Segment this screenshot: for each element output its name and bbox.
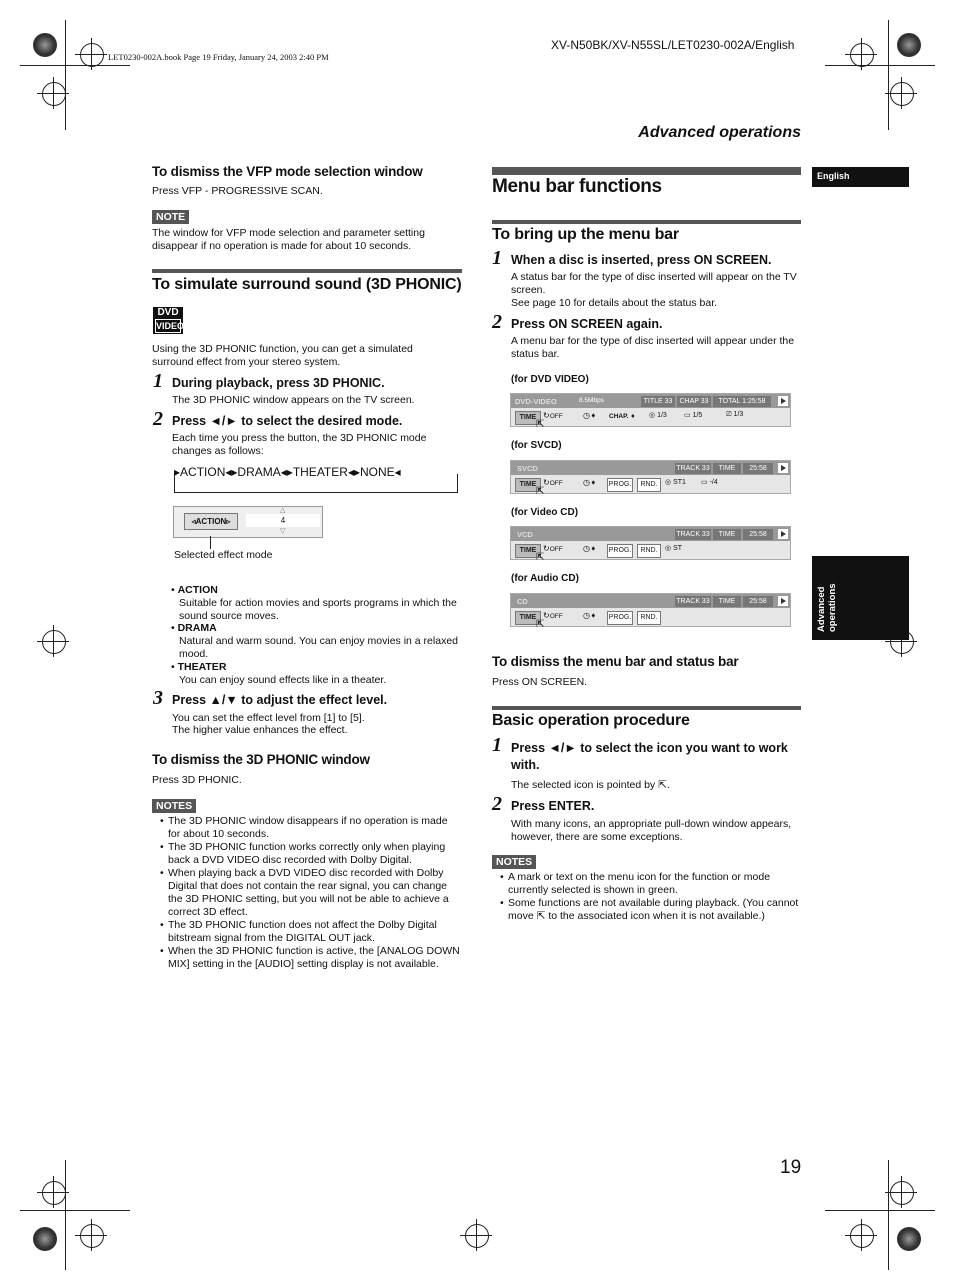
- pointer-icon: ⇱: [536, 619, 545, 630]
- registration-dot: [33, 1227, 57, 1251]
- time-button[interactable]: TIME: [515, 611, 541, 625]
- bring-heading: To bring up the menu bar: [492, 226, 679, 243]
- dismiss-text: Press 3D PHONIC.: [152, 774, 242, 786]
- step-text: With many icons, an appropriate pull-down window appears, however, there are some exceptions.: [511, 818, 792, 843]
- registration-dot: [897, 1227, 921, 1251]
- mode-item: • ACTION: [171, 584, 218, 596]
- note-item: • The 3D PHONIC window disappears if no operation is made for about 10 seconds.: [168, 815, 462, 841]
- crosshair-mark: [42, 1181, 66, 1205]
- mode-none: NONE: [359, 465, 395, 479]
- crop-line: [65, 20, 66, 130]
- notes-list: [500, 871, 802, 923]
- bar-caption: (for Video CD): [511, 507, 579, 518]
- pointer-icon: ⇱: [658, 779, 667, 791]
- dvd-menu-bar: [510, 393, 791, 427]
- registration-dot: [33, 33, 57, 57]
- random-button[interactable]: RND.: [637, 611, 661, 625]
- vcd-menu-bar: [510, 526, 791, 560]
- crop-line: [825, 1210, 935, 1211]
- file-info: LET0230-002A.book Page 19 Friday, January 24, 2003 2:40 PM: [108, 52, 329, 62]
- bar-caption: (for Audio CD): [511, 573, 579, 584]
- time-cell: TIME: [713, 529, 741, 540]
- intro-text: Using the 3D PHONIC function, you can get a simulated surround effect from your stereo system.: [152, 343, 413, 368]
- audio-icon[interactable]: ◎ 1/3: [649, 412, 667, 419]
- pointer-icon: ⇱: [536, 552, 545, 563]
- step-title: Press ◄/► to select the desired mode.: [172, 414, 403, 428]
- mode-cycle-diagram: ▸ACTION◂▸DRAMA◂▸THEATER◂▸NONE◂: [174, 465, 458, 493]
- level-up-icon: △: [280, 507, 286, 514]
- mode-item: • DRAMA: [171, 622, 217, 635]
- crosshair-mark: [890, 82, 914, 106]
- crosshair-mark: [850, 1224, 874, 1248]
- step-text: A menu bar for the type of disc inserted will appear under the status bar.: [511, 335, 795, 360]
- menu-bar-title: Menu bar functions: [492, 176, 662, 197]
- language-tab: English: [812, 167, 909, 187]
- dismiss-menu-heading: To dismiss the menu bar and status bar: [492, 654, 739, 669]
- clock-icon[interactable]: ◷➧: [583, 478, 597, 487]
- play-icon: [778, 529, 788, 539]
- subtitle-icon[interactable]: ▭ 1/5: [684, 412, 703, 419]
- dismiss-menu-text: Press ON SCREEN.: [492, 676, 588, 688]
- chap-cell: CHAP 33: [677, 396, 711, 407]
- time-button[interactable]: TIME: [515, 411, 541, 425]
- step-title: Press ON SCREEN again.: [511, 317, 663, 331]
- crosshair-mark: [80, 43, 104, 67]
- step-number: 1: [492, 734, 502, 756]
- play-icon: [778, 596, 788, 606]
- time-cell: TIME: [713, 463, 741, 474]
- section-rule: [492, 220, 801, 224]
- crop-line: [888, 1160, 889, 1270]
- crosshair-mark: [42, 630, 66, 654]
- step-text: The selected icon is pointed by ⇱.: [511, 779, 670, 791]
- note-badge: NOTE: [152, 210, 189, 224]
- step-number: 3: [153, 687, 163, 709]
- crop-line: [825, 65, 935, 66]
- svcd-menu-bar: [510, 460, 791, 494]
- play-icon: [778, 396, 788, 406]
- note-item: • When playing back a DVD VIDEO disc recorded with Dolby Digital that does not contain the rear signal, you can change the 3D PHONIC setting, but you will not be able to achieve a correct 3D effect.: [168, 867, 462, 919]
- crop-line: [20, 1210, 130, 1211]
- step-title: Press ◄/► to select the icon you want to work with.: [511, 741, 788, 772]
- pointer-icon: ⇱: [536, 486, 545, 497]
- step-number: 2: [492, 793, 502, 815]
- section-title: Advanced operations: [638, 124, 801, 141]
- title-cell: TITLE 33: [641, 396, 675, 407]
- window-caption: Selected effect mode: [174, 549, 273, 561]
- dvd-video-logo: DVD VIDEO: [153, 307, 183, 334]
- repeat-icon[interactable]: ↻OFF: [543, 478, 563, 487]
- clock-icon[interactable]: ◷➧: [583, 544, 597, 553]
- mode-drama: DRAMA: [237, 465, 281, 479]
- step-text: The 3D PHONIC window appears on the TV screen.: [172, 394, 415, 406]
- audio-icon[interactable]: ◎ ST: [665, 545, 683, 552]
- step-number: 2: [153, 408, 163, 430]
- notes-badge: NOTES: [492, 855, 536, 869]
- step-text: You can set the effect level from [1] to [5].: [172, 712, 365, 724]
- bar-caption: (for DVD VIDEO): [511, 374, 589, 385]
- chapter-tab: Advanced operations: [812, 556, 909, 640]
- disc-type: DVD-VIDEO: [515, 397, 557, 406]
- program-button[interactable]: PROG.: [607, 478, 633, 492]
- title-rule: [492, 167, 801, 175]
- step-title: Press ▲/▼ to adjust the effect level.: [172, 693, 388, 707]
- mode-list: • ACTION Suitable for action movies and sports programs in which the sound source moves. • DRAMA Natural and warm sound. You can enjoy movies in a relaxed mood. • THEATER You can enjoy sound effects like in a theater.: [179, 584, 464, 686]
- note-text: The window for VFP mode selection and parameter setting disappear if no operation is made for about 10 seconds.: [152, 227, 425, 252]
- total-cell: TOTAL 1:25:58: [713, 396, 771, 407]
- step-text: The higher value enhances the effect.: [172, 724, 348, 736]
- step-text: See page 10 for details about the status bar.: [511, 297, 718, 309]
- basic-heading: Basic operation procedure: [492, 712, 690, 729]
- surround-heading: To simulate surround sound (3D PHONIC): [152, 276, 462, 293]
- crop-line: [20, 65, 130, 66]
- track-cell: TRACK 33: [676, 531, 710, 538]
- audio-icon[interactable]: ◎ ST1: [665, 479, 686, 486]
- crop-line: [888, 20, 889, 130]
- clock-icon[interactable]: ◷➧: [583, 411, 597, 420]
- note-item: • Some functions are not available during playback. (You cannot move ⇱ to the associated icon when it is not available.): [508, 897, 802, 923]
- level-down-icon: ▽: [280, 528, 286, 535]
- crosshair-mark: [850, 43, 874, 67]
- note-item: • The 3D PHONIC function does not affect the Dolby Digital bitstream signal from the DIGITAL OUT jack.: [168, 919, 462, 945]
- pointer-icon: ⇱: [536, 419, 545, 430]
- elapsed-cell: 25:58: [743, 596, 773, 607]
- vfp-heading: To dismiss the VFP mode selection window: [152, 164, 423, 179]
- time-button[interactable]: TIME: [515, 478, 541, 492]
- time-cell: TIME: [713, 596, 741, 607]
- phonic-level-value: 4: [280, 516, 286, 525]
- model-number: XV-N50BK/XV-N55SL/LET0230-002A/English: [551, 38, 795, 52]
- step-number: 2: [492, 311, 502, 333]
- repeat-icon[interactable]: ↻OFF: [543, 411, 563, 420]
- phonic-window: ◃ACTION▹ 4 △ ▽: [173, 506, 323, 538]
- section-rule: [152, 269, 462, 273]
- cd-menu-bar: [510, 593, 791, 627]
- step-title: Press ENTER.: [511, 799, 595, 813]
- step-number: 1: [492, 247, 502, 269]
- mode-theater: THEATER: [292, 465, 348, 479]
- repeat-icon[interactable]: ↻OFF: [543, 611, 563, 620]
- mode-item: • THEATER: [171, 660, 227, 673]
- mode-action: ACTION: [180, 465, 226, 479]
- note-item: • When the 3D PHONIC function is active, the [ANALOG DOWN MIX] setting in the [AUDIO] setting display is not available.: [168, 945, 462, 971]
- notes-badge: NOTES: [152, 799, 196, 813]
- chapter-button[interactable]: CHAP. ➧: [609, 413, 636, 420]
- crosshair-mark: [465, 1224, 489, 1248]
- bitrate: 8.5Mbps: [579, 397, 604, 404]
- page-number: 19: [780, 1157, 802, 1178]
- track-cell: TRACK 33: [676, 598, 710, 605]
- crosshair-mark: [42, 82, 66, 106]
- crosshair-mark: [80, 1224, 104, 1248]
- disc-type: VCD: [517, 530, 533, 539]
- repeat-icon[interactable]: ↻OFF: [543, 544, 563, 553]
- notes-list: [160, 815, 462, 971]
- step-title: When a disc is inserted, press ON SCREEN.: [511, 253, 772, 267]
- crosshair-mark: [890, 1181, 914, 1205]
- time-button[interactable]: TIME: [515, 544, 541, 558]
- subtitle-icon[interactable]: ▭ -/4: [701, 479, 718, 486]
- bar-caption: (for SVCD): [511, 440, 562, 451]
- pointer-icon: ⇱: [536, 910, 546, 922]
- step-text: Each time you press the button, the 3D PHONIC mode changes as follows:: [172, 432, 427, 457]
- disc-type: CD: [517, 597, 528, 606]
- phonic-mode-value: ACTION: [195, 517, 227, 526]
- angle-icon[interactable]: ⎚ 1/3: [726, 411, 744, 418]
- registration-dot: [897, 33, 921, 57]
- note-item: • A mark or text on the menu icon for the function or mode currently selected is shown in green.: [508, 871, 802, 897]
- random-button[interactable]: RND.: [637, 478, 661, 492]
- elapsed-cell: 25:58: [743, 463, 773, 474]
- program-button[interactable]: PROG.: [607, 544, 633, 558]
- step-text: A status bar for the type of disc inserted will appear on the TV screen.: [511, 271, 797, 296]
- note-item: • The 3D PHONIC function works correctly only when playing back a DVD VIDEO disc recorded with Dolby Digital.: [168, 841, 462, 867]
- disc-type: SVCD: [517, 464, 538, 473]
- random-button[interactable]: RND.: [637, 544, 661, 558]
- clock-icon[interactable]: ◷➧: [583, 611, 597, 620]
- step-title: During playback, press 3D PHONIC.: [172, 376, 385, 390]
- track-cell: TRACK 33: [676, 465, 710, 472]
- play-icon: [778, 463, 788, 473]
- section-rule: [492, 706, 801, 710]
- crop-line: [65, 1160, 66, 1270]
- program-button[interactable]: PROG.: [607, 611, 633, 625]
- dismiss-heading: To dismiss the 3D PHONIC window: [152, 752, 370, 767]
- step-number: 1: [153, 370, 163, 392]
- elapsed-cell: 25:58: [743, 529, 773, 540]
- vfp-text: Press VFP - PROGRESSIVE SCAN.: [152, 185, 323, 197]
